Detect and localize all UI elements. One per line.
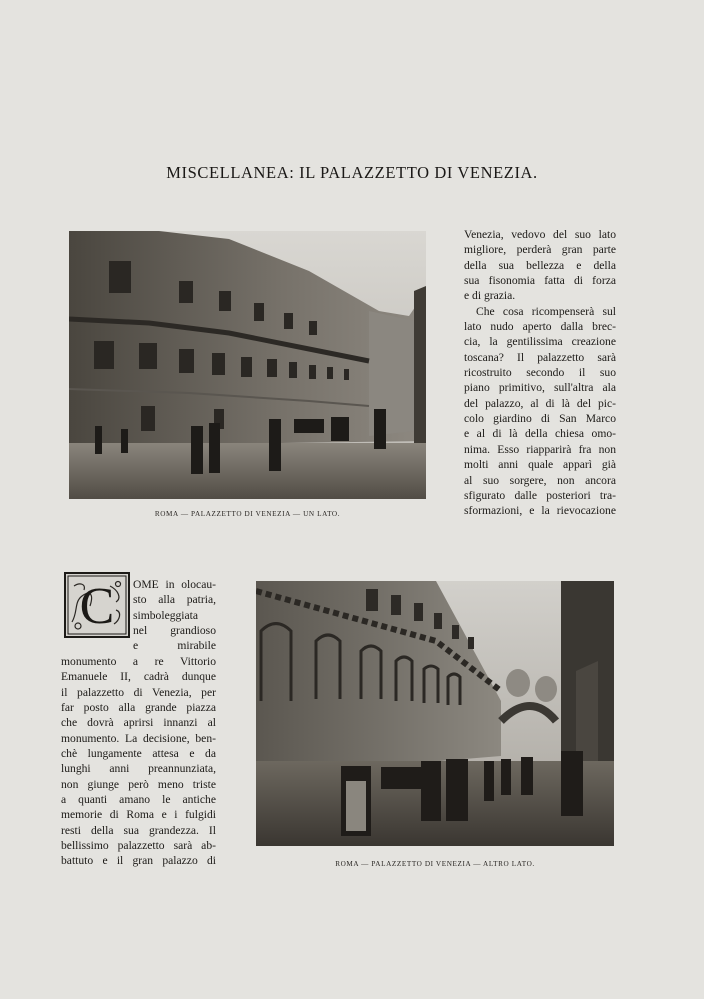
text-line: molti anni quale apparì già [464,458,616,472]
drop-cap-letter: C [79,578,115,635]
text-line: non giunge però meno triste [61,777,216,791]
palazzetto-other-side-photo [256,581,614,846]
text-line: e di grazia. [464,289,516,303]
text-line: della sua bellezza e della [464,258,616,272]
text-line: Venezia, vedovo del suo lato [464,228,616,241]
text-line: lato nudo aperto dalla brec- [464,320,616,334]
text-line: e mirabile [133,639,216,653]
photo-palazzetto-other-side [256,581,614,846]
drop-cap-ornament [64,572,130,638]
text-line: Che cosa ricompenserà sul [476,304,616,318]
text-line: simboleggiata [133,608,199,622]
text-line: nel grandioso [133,624,216,638]
text-line: e al di là della chiesa omo- [464,427,616,441]
text-line: piano primitivo, sull'altra ala [464,381,616,395]
text-line: colo giardino di San Marco [464,412,616,426]
text-line: far posto alla grande piazza [61,701,216,715]
text-line: battuto e il gran palazzo di [61,854,216,868]
text-line: resti della sua grandezza. Il [61,823,216,837]
text-line: sformazioni, e la rievocazione [464,504,616,518]
right-text-column [464,227,616,519]
text-line: cia, la gentilissima creazione [464,335,616,349]
text-line: memorie di Roma e i fulgidi [61,808,216,822]
left-text-column [61,654,216,869]
text-line: chè lungamente attesa e da [61,747,216,761]
text-line: sfigurato dalle posteriori tra- [464,488,616,502]
caption-top: ROMA — PALAZZETTO DI VENEZIA — UN LATO. [154,510,341,518]
text-line: il palazzetto di Venezia, per [61,685,216,699]
text-line: toscana? Il palazzetto sarà [464,350,616,364]
text-line: a quanti amano le antiche [61,793,216,807]
text-line: monumento. La decisione, ben- [61,731,216,745]
text-line: ricostruito secondo il suo [464,366,616,380]
text-line: nima. Esso riapparirà fra non [464,442,616,456]
text-line: del palazzo, al di là del pic- [464,396,616,410]
page-title: MISCELLANEA: IL PALAZZETTO DI VENEZIA. [166,163,538,182]
text-line: lunghi anni preannunziata, [61,762,216,776]
text-line: bellissimo palazzetto sarà ab- [61,839,216,853]
text-line: monumento a re Vittorio [61,655,216,668]
left-text-short-lines [133,577,216,654]
text-line: migliore, perderà gran parte [464,243,616,257]
text-line: sto alla patria, [133,593,216,607]
text-line: sua fisonomia fatta di forza [464,274,616,288]
caption-bottom: ROMA — PALAZZETTO DI VENEZIA — ALTRO LATO. [335,860,535,868]
palazzetto-side-photo [69,231,426,499]
text-line: Emanuele II, cadrà dunque [61,670,216,684]
text-line: al suo sorgere, non ancora [464,473,616,487]
text-line: che dovrà aprirsi innanzi al [61,716,216,730]
text-line: OME in olocau- [133,578,216,591]
photo-palazzetto-side [69,231,426,499]
